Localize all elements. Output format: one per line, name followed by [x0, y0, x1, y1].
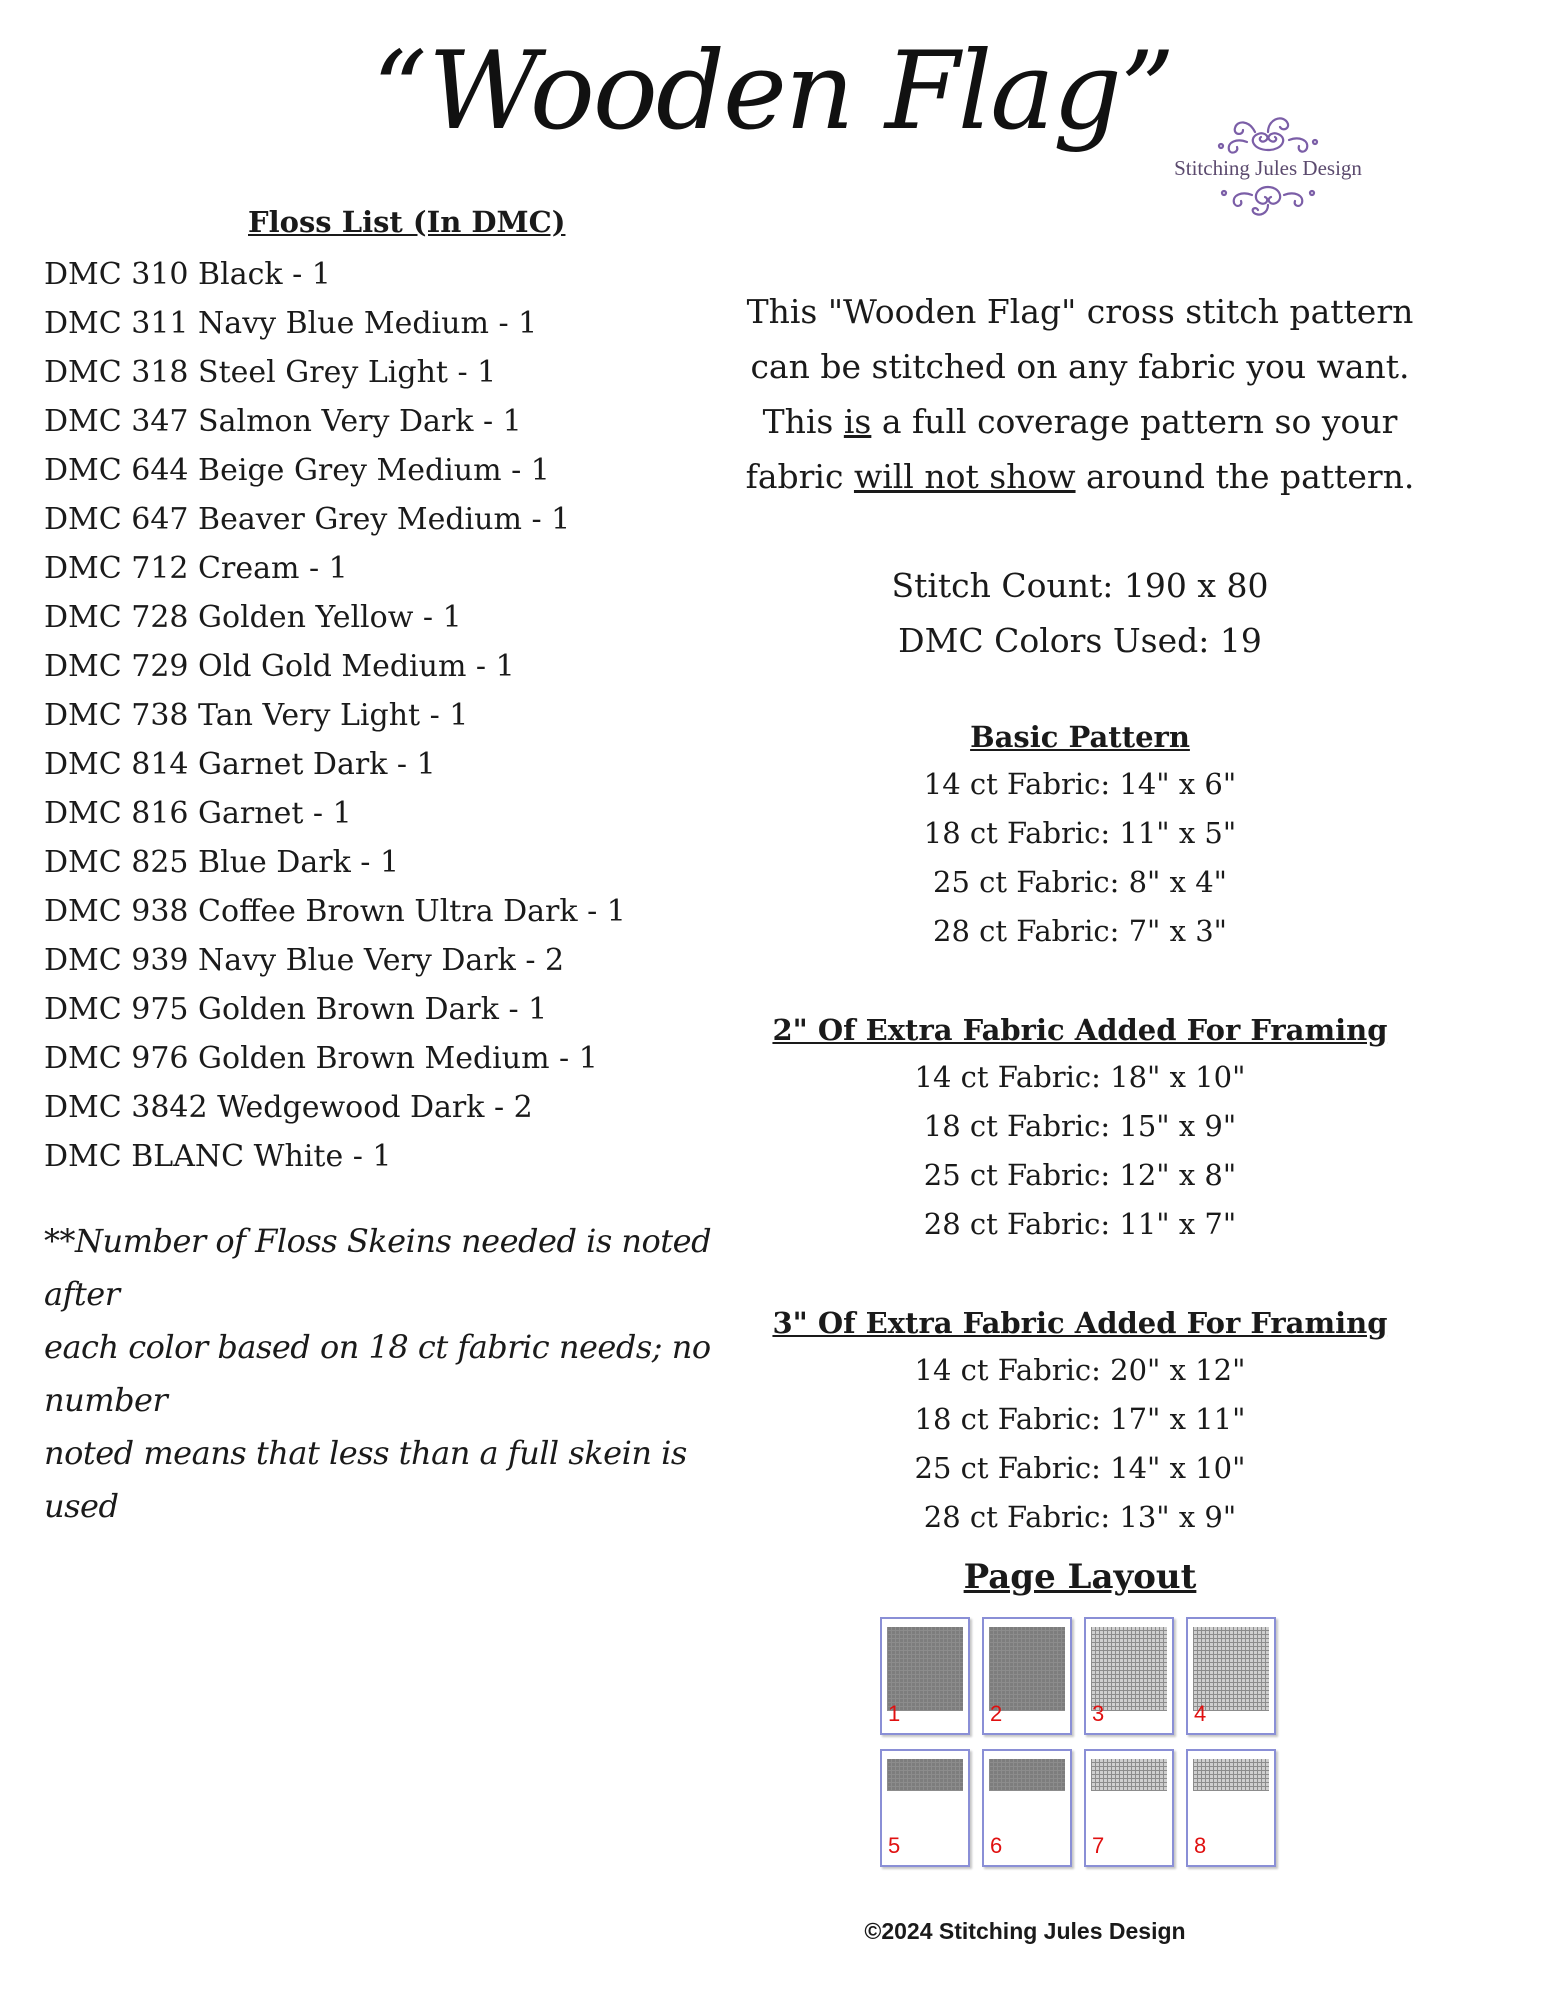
page-thumbnail	[1084, 1617, 1174, 1735]
fabric-size-row: 18 ct Fabric: 15" x 9"	[923, 1109, 1237, 1143]
brand-logo	[1168, 110, 1368, 240]
page-number: 3	[1092, 1701, 1105, 1726]
page-number: 8	[1194, 1833, 1207, 1858]
stitch-count: Stitch Count: 190 x 80	[891, 566, 1269, 605]
two-inch-framing-section	[730, 1007, 1430, 1249]
copyright-footer: ©2024 Stitching Jules Design	[864, 1918, 1186, 1944]
floss-item: DMC BLANC White - 1	[44, 1139, 392, 1174]
page-number: 5	[888, 1833, 901, 1858]
floss-item: DMC 825 Blue Dark - 1	[44, 845, 400, 880]
floss-item: DMC 310 Black - 1	[44, 257, 331, 292]
floss-item: DMC 814 Garnet Dark - 1	[44, 747, 436, 782]
floss-item: DMC 975 Golden Brown Dark - 1	[44, 992, 548, 1027]
logo-text: Stitching Jules Design	[1174, 156, 1362, 180]
page-number: 2	[990, 1701, 1003, 1726]
section-heading: 2" Of Extra Fabric Added For Framing	[772, 1013, 1388, 1047]
page-number: 4	[1194, 1701, 1207, 1726]
page-thumbnail	[982, 1617, 1072, 1735]
page-layout-heading: Page Layout	[963, 1557, 1197, 1597]
page-thumbnail	[1186, 1749, 1276, 1867]
note-line: **Number of Floss Skeins needed is noted after	[44, 1222, 712, 1313]
pattern-description	[730, 284, 1430, 504]
page-thumbnail	[1084, 1749, 1174, 1867]
swirl-ornament-icon	[1193, 110, 1343, 158]
fabric-size-row: 25 ct Fabric: 12" x 8"	[923, 1158, 1237, 1192]
fabric-size-row: 28 ct Fabric: 13" x 9"	[923, 1500, 1237, 1534]
floss-item: DMC 647 Beaver Grey Medium - 1	[44, 502, 571, 537]
fabric-size-row: 28 ct Fabric: 7" x 3"	[933, 914, 1227, 948]
basic-pattern-section	[730, 714, 1430, 956]
floss-item: DMC 729 Old Gold Medium - 1	[44, 649, 515, 684]
pattern-counts	[730, 558, 1430, 668]
page-thumbnail	[880, 1749, 970, 1867]
fabric-size-row: 14 ct Fabric: 20" x 12"	[914, 1353, 1246, 1387]
swirl-ornament-icon	[1208, 181, 1328, 221]
intro-line: This "Wooden Flag" cross stitch pattern	[746, 292, 1414, 331]
skein-note	[44, 1215, 744, 1533]
floss-item: DMC 318 Steel Grey Light - 1	[44, 355, 497, 390]
section-heading: 3" Of Extra Fabric Added For Framing	[772, 1306, 1388, 1340]
floss-item: DMC 712 Cream - 1	[44, 551, 348, 586]
page-number: 6	[990, 1833, 1003, 1858]
fabric-size-row: 14 ct Fabric: 14" x 6"	[923, 767, 1237, 801]
floss-item: DMC 976 Golden Brown Medium - 1	[44, 1041, 598, 1076]
intro-line: fabric will not show around the pattern.	[745, 457, 1415, 496]
floss-list	[44, 250, 626, 1181]
note-line: each color based on 18 ct fabric needs; no number	[44, 1328, 711, 1419]
intro-line: can be stitched on any fabric you want.	[750, 347, 1410, 386]
floss-item: DMC 738 Tan Very Light - 1	[44, 698, 469, 733]
fabric-size-row: 28 ct Fabric: 11" x 7"	[923, 1207, 1237, 1241]
section-heading: Basic Pattern	[970, 720, 1190, 754]
floss-item: DMC 3842 Wedgewood Dark - 2	[44, 1090, 533, 1125]
intro-line: This is a full coverage pattern so your	[762, 402, 1398, 441]
fabric-size-row: 18 ct Fabric: 17" x 11"	[914, 1402, 1246, 1436]
note-line: noted means that less than a full skein is used	[44, 1434, 687, 1525]
fabric-size-row: 14 ct Fabric: 18" x 10"	[914, 1060, 1246, 1094]
floss-item: DMC 939 Navy Blue Very Dark - 2	[44, 943, 565, 978]
page-thumbnail	[880, 1617, 970, 1735]
floss-item: DMC 644 Beige Grey Medium - 1	[44, 453, 550, 488]
fabric-size-row: 18 ct Fabric: 11" x 5"	[923, 816, 1237, 850]
floss-list-heading: Floss List (In DMC)	[248, 205, 566, 239]
floss-item: DMC 347 Salmon Very Dark - 1	[44, 404, 522, 439]
colors-used: DMC Colors Used: 19	[898, 621, 1262, 660]
page-number: 7	[1092, 1833, 1105, 1858]
floss-item: DMC 816 Garnet - 1	[44, 796, 352, 831]
floss-item: DMC 938 Coffee Brown Ultra Dark - 1	[44, 894, 626, 929]
page-thumbnail	[982, 1749, 1072, 1867]
page-title: “Wooden Flag”	[371, 29, 1174, 154]
fabric-size-row: 25 ct Fabric: 8" x 4"	[933, 865, 1227, 899]
floss-item: DMC 728 Golden Yellow - 1	[44, 600, 462, 635]
floss-item: DMC 311 Navy Blue Medium - 1	[44, 306, 538, 341]
fabric-size-row: 25 ct Fabric: 14" x 10"	[914, 1451, 1246, 1485]
page-number: 1	[888, 1701, 901, 1726]
page-thumbnail	[1186, 1617, 1276, 1735]
three-inch-framing-section	[730, 1300, 1430, 1542]
